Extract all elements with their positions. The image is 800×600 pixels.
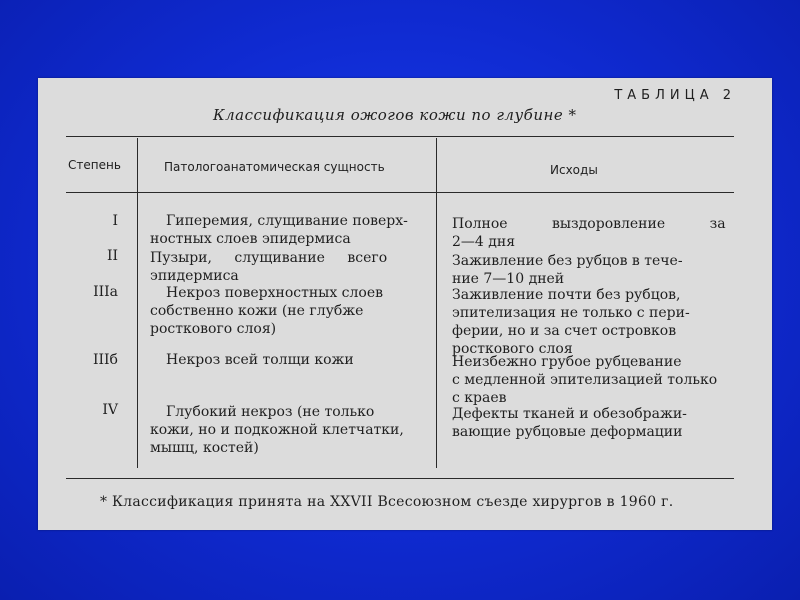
divider-right xyxy=(436,138,437,468)
essence-line: эпидермиса xyxy=(150,268,239,284)
essence-line: собственно кожи (не глубже xyxy=(150,303,364,319)
outcome-line: с медленной эпителизацией только xyxy=(452,372,718,388)
essence-line: росткового слоя) xyxy=(150,321,277,337)
essence-line: мышц, костей) xyxy=(150,440,259,456)
degree-IIIb: IIIб xyxy=(92,352,118,368)
essence-line: ностных слоев эпидермиса xyxy=(150,231,351,247)
degree-IV: IV xyxy=(102,402,118,418)
outcome-line: с краев xyxy=(452,390,507,406)
outcome-line: ферии, но и за счет островков xyxy=(452,323,677,339)
outcome-line: Дефекты тканей и обезображи- xyxy=(452,406,687,422)
outcome-line: Заживление почти без рубцов, xyxy=(452,287,681,303)
footnote: * Классификация принята на XXVII Всесоюзном съезде хирургов в 1960 г. xyxy=(100,494,674,510)
rule-header-bottom xyxy=(66,192,734,193)
table-title: Классификация ожогов кожи по глубине * xyxy=(213,106,577,124)
outcome-line: Заживление без рубцов в тече- xyxy=(452,253,683,269)
outcome-line: Полное выздоровление за xyxy=(452,216,726,232)
document-scan xyxy=(38,78,772,530)
header-degree: Степень xyxy=(68,158,121,172)
essence-line: Некроз поверхностных слоев xyxy=(166,285,383,301)
outcome-line: росткового слоя xyxy=(452,341,573,357)
essence-line: Некроз всей толщи кожи xyxy=(166,352,354,368)
degree-IIIa: IIIа xyxy=(93,284,118,300)
header-outcome: Исходы xyxy=(550,163,598,177)
header-essence: Патологоанатомическая сущность xyxy=(164,160,385,174)
degree-II: II xyxy=(106,248,118,264)
outcome-line: эпителизация не только с пери- xyxy=(452,305,690,321)
degree-I: I xyxy=(112,213,118,229)
outcome-line: 2—4 дня xyxy=(452,234,516,250)
outcome-line: вающие рубцовые деформации xyxy=(452,424,683,440)
essence-line: Гиперемия, слущивание поверх- xyxy=(166,213,408,229)
divider-left xyxy=(137,138,138,468)
table-label: ТАБЛИЦА 2 xyxy=(614,88,736,103)
essence-line: кожи, но и подкожной клетчатки, xyxy=(150,422,404,438)
outcome-line: Неизбежно грубое рубцевание xyxy=(452,354,682,370)
essence-line: Глубокий некроз (не только xyxy=(166,404,375,420)
outcome-line: ние 7—10 дней xyxy=(452,271,565,287)
rule-top xyxy=(66,136,734,137)
rule-bottom xyxy=(66,478,734,479)
essence-line: Пузыри, слущивание всего xyxy=(150,250,388,266)
